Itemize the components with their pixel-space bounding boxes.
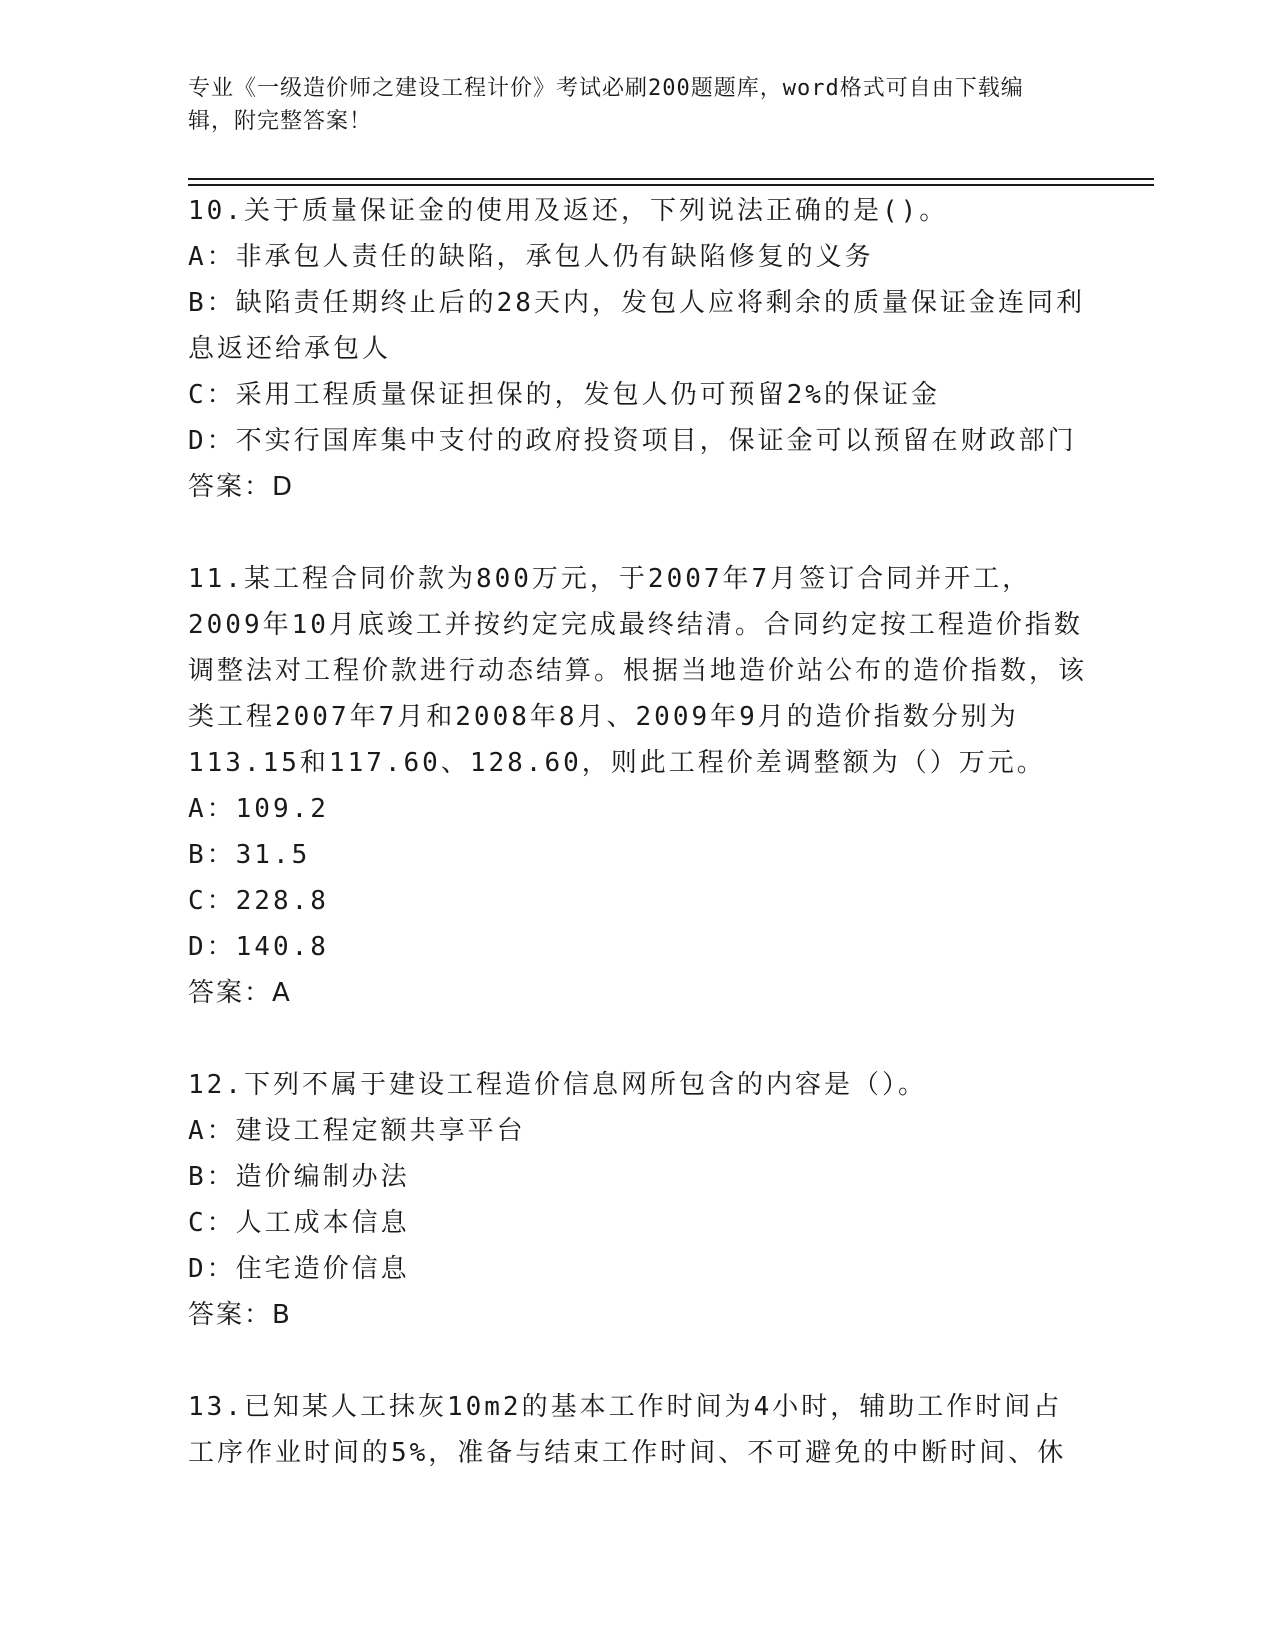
question-12 <box>188 1062 1088 1338</box>
question-11 <box>188 556 1088 1016</box>
option-a: A：建设工程定额共享平台 <box>188 1116 526 1146</box>
option-d: D：140.8 <box>188 932 329 962</box>
question-stem: 10.关于质量保证金的使用及返还，下列说法正确的是()。 <box>188 196 949 226</box>
question-spacer <box>188 510 1088 556</box>
question-10 <box>188 188 1088 510</box>
question-stem: 12.下列不属于建设工程造价信息网所包含的内容是（）。 <box>188 1070 927 1100</box>
option-d: D：住宅造价信息 <box>188 1254 410 1284</box>
question-stem: 11.某工程合同价款为800万元，于2007年7月签订合同并开工，2009年10月底竣工并按约定完成最终结清。合同约定按工程造价指数调整法对工程价款进行动态结算。根据当地造价站公布的造价指数，该类工程2007年7月和2008年8月、2009年9月的造价指数分别为113.15和117.60、128.60，则此工程价差调整额为（）万元。 <box>188 564 1088 778</box>
question-stem: 13.已知某人工抹灰10m2的基本工作时间为4小时，辅助工作时间占工序作业时间的5%，准备与结束工作时间、不可避免的中断时间、休 <box>188 1392 1067 1468</box>
option-b: B：缺陷责任期终止后的28天内，发包人应将剩余的质量保证金连同利息返还给承包人 <box>188 288 1085 364</box>
header-divider-top <box>188 178 1154 180</box>
answer-label: 答案：B <box>188 1300 292 1330</box>
question-spacer <box>188 1016 1088 1062</box>
option-d: D：不实行国库集中支付的政府投资项目，保证金可以预留在财政部门 <box>188 426 1077 456</box>
question-13 <box>188 1384 1088 1476</box>
option-b: B：31.5 <box>188 840 311 870</box>
answer-label: 答案：D <box>188 472 295 502</box>
option-c: C：采用工程质量保证担保的，发包人仍可预留2%的保证金 <box>188 380 940 410</box>
option-c: C：人工成本信息 <box>188 1208 410 1238</box>
question-list <box>188 188 1088 1476</box>
page-header <box>188 72 1068 138</box>
option-b: B：造价编制办法 <box>188 1162 410 1192</box>
answer-label: 答案：A <box>188 978 292 1008</box>
option-a: A：非承包人责任的缺陷，承包人仍有缺陷修复的义务 <box>188 242 874 272</box>
question-spacer <box>188 1338 1088 1384</box>
header-divider-bottom <box>188 184 1154 186</box>
option-c: C：228.8 <box>188 886 329 916</box>
header-text: 专业《一级造价师之建设工程计价》考试必刷200题题库，word格式可自由下载编辑，附完整答案！ <box>188 76 1024 134</box>
option-a: A：109.2 <box>188 794 329 824</box>
